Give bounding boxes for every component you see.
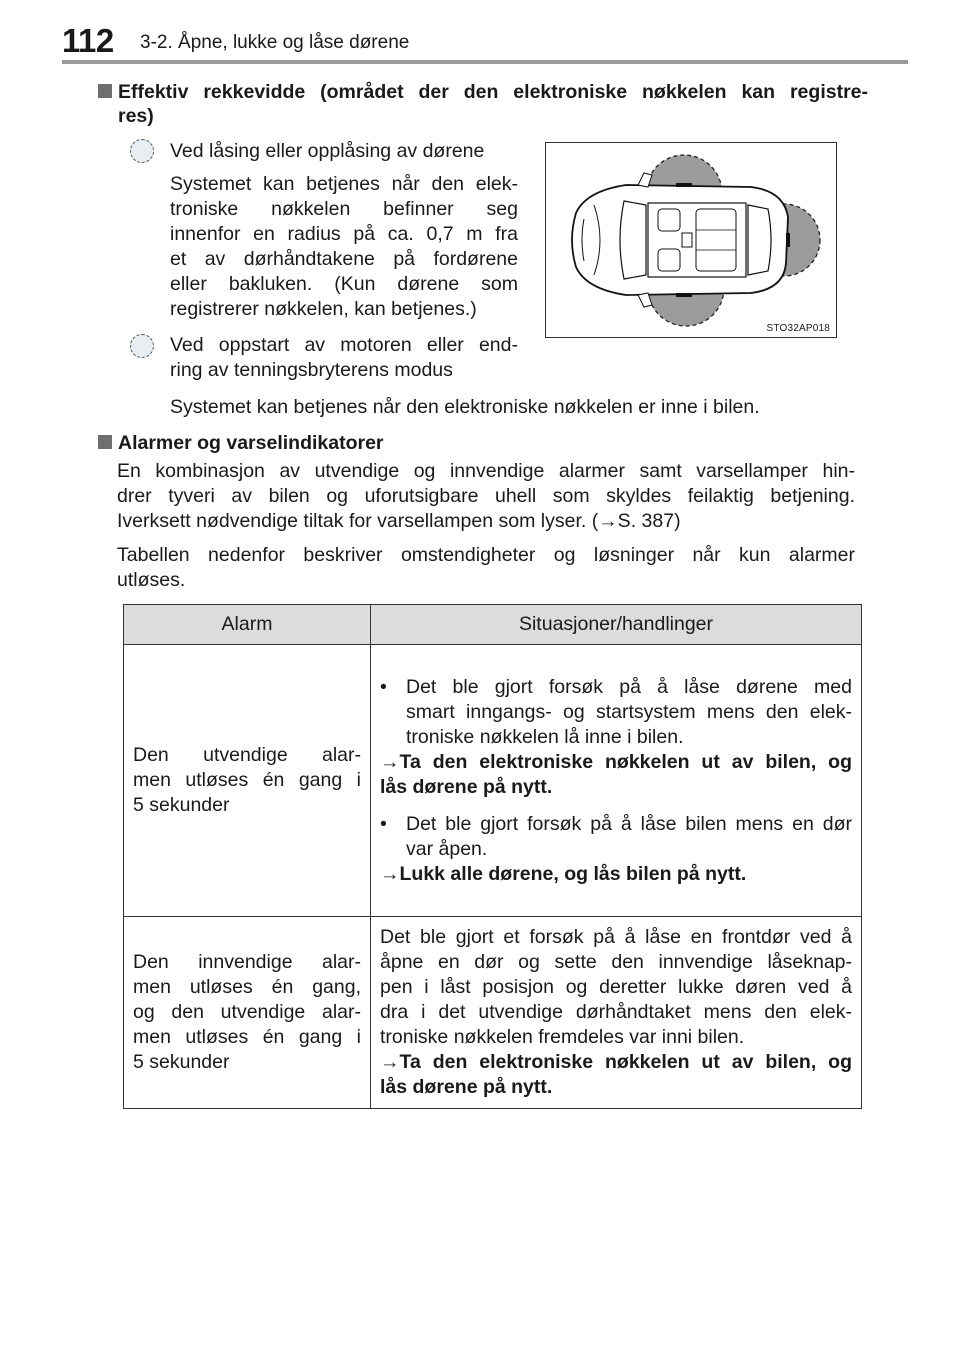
para-line: En kombinasjon av utvendige og innvendige alarmer samt varsellamper hin- (117, 460, 855, 482)
action-line: lås dørene på nytt. (380, 1076, 553, 1098)
para-line: Tabellen nedenfor beskriver omstendigheter og løsninger når kun alarmer (117, 544, 855, 566)
action-line: →Lukk alle dørene, og lås bilen på nytt. (380, 862, 747, 885)
action-line: →Ta den elektroniske nøkkelen ut av bilen, og (380, 1051, 852, 1073)
cell-line: Det ble gjort forsøk på å låse bilen mens en dør (406, 812, 852, 835)
body-line: troniske nøkkelen befinner seg (170, 198, 518, 220)
cell-line: Det ble gjort et forsøk på å låse en frontdør ved å (380, 926, 852, 948)
dashed-circle-icon (130, 334, 154, 358)
body-line: registrerer nøkkelen, kan betjenes.) (170, 298, 477, 320)
door-handle-right (676, 293, 692, 297)
dashed-circle-icon (130, 139, 154, 163)
alarms-paragraph-2 (117, 543, 855, 593)
cell-line: men utløses én gang, (133, 976, 361, 998)
cell-line: pen i låst posisjon og deretter lukke døren ved å (380, 976, 852, 998)
cell-line: og den utvendige alar- (133, 1001, 361, 1023)
cabin-roof (648, 203, 746, 277)
car-diagram (546, 143, 836, 337)
cell-line: troniske nøkkelen fremdeles var inni bilen. (380, 1026, 745, 1048)
cell-line: dra i det utvendige dørhåndtaket mens den elek- (380, 1001, 852, 1023)
bullet-dot: • (380, 812, 387, 835)
cell-line: var åpen. (406, 837, 488, 860)
figure-code: STO32AP018 (766, 323, 830, 334)
table-row (124, 917, 862, 1109)
section-square-icon (98, 84, 112, 98)
section-heading-alarms (98, 431, 868, 455)
action-line: →Ta den elektroniske nøkkelen ut av bilen, og (380, 750, 852, 773)
body-line: et av dørhåndtakene på fordørene (170, 248, 518, 270)
rear-window (748, 205, 771, 275)
action-line: lås dørene på nytt. (380, 775, 553, 798)
item-body: Systemet kan betjenes når den elektroniske nøkkelen er inne i bilen. (170, 396, 760, 418)
windshield (620, 201, 646, 279)
para-line: drer tyveri av bilen og uforutsigbare uhell som skyldes feilaktig betjening. (117, 485, 855, 507)
column-header-alarm: Alarm (124, 605, 371, 645)
body-line: eller bakluken. (Kun dørene som (170, 273, 518, 295)
cell-line: 5 sekunder (133, 1051, 230, 1073)
body-line: Systemet kan betjenes når den elek- (170, 173, 518, 195)
title-line: Ved oppstart av motoren eller end- (170, 334, 518, 356)
cell-line: troniske nøkkelen lå inne i bilen. (406, 725, 684, 748)
cell-line: 5 sekunder (133, 794, 230, 816)
heading-line: res) (118, 105, 154, 127)
door-handle-left (676, 183, 692, 187)
cell-line: smart inngangs- og startsystem mens den elek- (406, 700, 852, 723)
para-line: utløses. (117, 569, 186, 591)
situation-cell (371, 917, 862, 1109)
heading-line: Effektiv rekkevidde (området der den elektroniske nøkkelen kan registre- (118, 81, 868, 103)
cell-line: Det ble gjort forsøk på å låse dørene med (406, 675, 852, 698)
cell-line: Den utvendige alar- (133, 744, 361, 766)
back-door-handle (786, 233, 790, 247)
page-number: 112 (62, 22, 114, 59)
key-range-figure (545, 142, 837, 338)
column-header-situations: Situasjoner/handlinger (371, 605, 862, 645)
page-header (62, 22, 908, 60)
title-line: ring av tenningsbryterens modus (170, 359, 453, 381)
bullet-dot: • (380, 675, 387, 698)
bullet-item (380, 675, 852, 750)
situation-cell (371, 645, 862, 917)
alarm-cell (124, 645, 371, 917)
table-row (124, 645, 862, 917)
body-line: innenfor en radius på ca. 0,7 m fra (170, 223, 518, 245)
section-square-icon (98, 435, 112, 449)
chapter-title: 3-2. Åpne, lukke og låse dørene (140, 32, 410, 53)
table-header-row (124, 605, 862, 645)
para-line: Iverksett nødvendige tiltak for varsellampen som lyser. (→S. 387) (117, 510, 681, 532)
center-console (682, 233, 692, 247)
header-rule (62, 60, 908, 64)
cell-line: men utløses én gang i (133, 769, 361, 791)
cell-line: men utløses én gang i (133, 1026, 361, 1048)
section-heading-range (98, 80, 868, 128)
item-title: Ved låsing eller opplåsing av dørene (170, 140, 485, 162)
item-title (170, 333, 518, 383)
bullet-item (380, 812, 852, 862)
heading-text: Alarmer og varselindikatorer (118, 432, 384, 454)
cell-line: åpne en dør og sette den innvendige låseknap- (380, 951, 852, 973)
alarm-cell (124, 917, 371, 1109)
cell-line: Den innvendige alar- (133, 951, 361, 973)
item-body (170, 172, 518, 322)
alarms-paragraph-1 (117, 459, 855, 534)
alarm-table (123, 604, 862, 1109)
